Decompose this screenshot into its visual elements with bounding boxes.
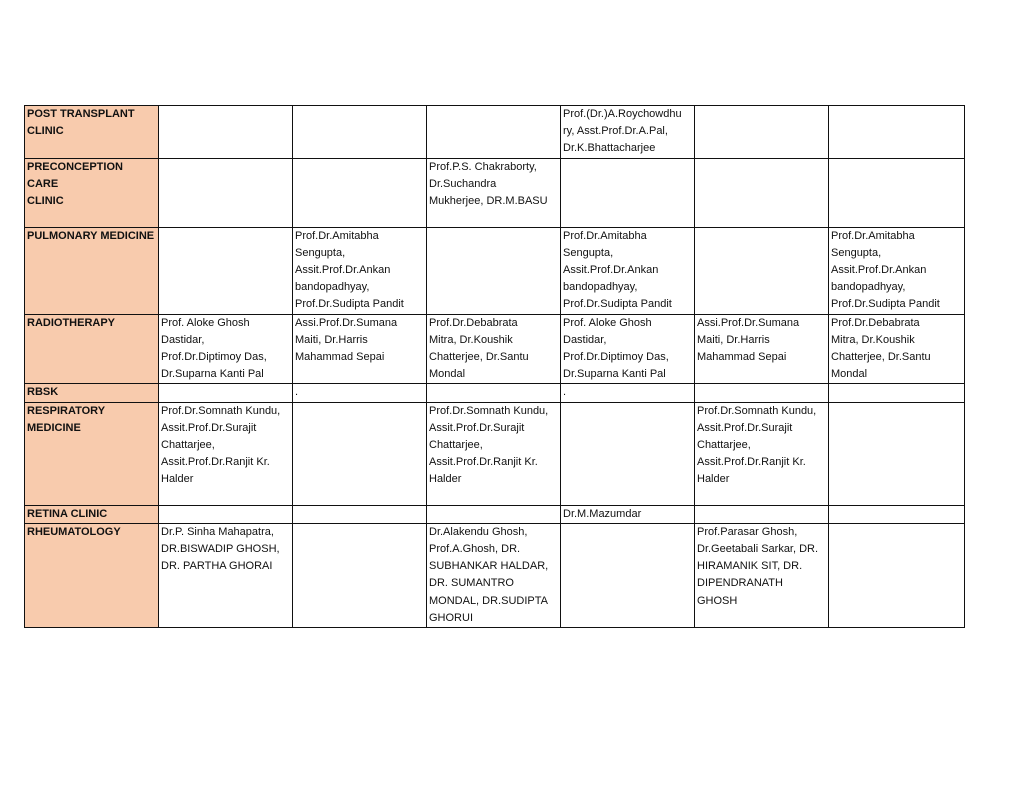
doctor-list: Prof.P.S. Chakraborty, Dr.Suchandra Mukherjee, DR.M.BASU (429, 160, 548, 208)
department-cell (25, 384, 159, 402)
schedule-cell (561, 158, 695, 227)
department-cell (25, 227, 159, 314)
schedule-cell (427, 402, 561, 505)
department-label: RETINA CLINIC (27, 507, 108, 520)
schedule-cell (293, 402, 427, 505)
schedule-cell (159, 505, 293, 523)
department-label: PRECONCEPTION CARE CLINIC (27, 160, 123, 208)
doctor-list: Prof.Dr.Amitabha Sengupta, Assit.Prof.Dr.Ankan bandopadhyay, Prof.Dr.Sudipta Pandit (563, 229, 672, 311)
department-label: POST TRANSPLANT CLINIC (27, 108, 135, 138)
doctor-list: . (295, 386, 299, 399)
table-row (25, 158, 965, 227)
schedule-cell (829, 384, 965, 402)
schedule-cell (695, 523, 829, 627)
schedule-cell (695, 402, 829, 505)
department-label: RESPIRATORY MEDICINE (27, 404, 106, 434)
schedule-cell (695, 106, 829, 159)
doctor-list: Prof.Dr.Amitabha Sengupta, Assit.Prof.Dr.Ankan bandopadhyay, Prof.Dr.Sudipta Pandit (295, 229, 404, 311)
schedule-cell (159, 106, 293, 159)
department-cell (25, 523, 159, 627)
table-row (25, 106, 965, 159)
schedule-cell (561, 227, 695, 314)
schedule-cell (293, 523, 427, 627)
schedule-cell (561, 505, 695, 523)
schedule-cell (159, 523, 293, 627)
doctor-list: Prof.Dr.Somnath Kundu, Assit.Prof.Dr.Surajit Chattarjee, Assit.Prof.Dr.Ranjit Kr. Halder (429, 404, 549, 486)
schedule-cell (829, 158, 965, 227)
schedule-cell (293, 227, 427, 314)
doctor-list: Prof.Dr.Debabrata Mitra, Dr.Koushik Chatterjee, Dr.Santu Mondal (831, 316, 931, 381)
clinic-roster-table (24, 105, 965, 628)
schedule-cell (427, 384, 561, 402)
table-row (25, 505, 965, 523)
doctor-list: Prof.Dr.Amitabha Sengupta, Assit.Prof.Dr.Ankan bandopadhyay, Prof.Dr.Sudipta Pandit (831, 229, 940, 311)
table-row (25, 402, 965, 505)
doctor-list: . (563, 386, 567, 399)
doctor-list: Dr.P. Sinha Mahapatra, DR.BISWADIP GHOSH, DR. PARTHA GHORAI (161, 525, 280, 573)
schedule-cell (829, 227, 965, 314)
schedule-cell (293, 314, 427, 384)
schedule-cell (427, 523, 561, 627)
schedule-cell (427, 227, 561, 314)
department-cell (25, 158, 159, 227)
schedule-cell (695, 158, 829, 227)
table-row (25, 523, 965, 627)
table-row (25, 384, 965, 402)
doctor-list: Assi.Prof.Dr.Sumana Maiti, Dr.Harris Mahammad Sepai (697, 316, 800, 364)
schedule-cell (829, 106, 965, 159)
department-label: RBSK (27, 386, 59, 399)
schedule-cell (829, 314, 965, 384)
doctor-list: Prof. Aloke Ghosh Dastidar, Prof.Dr.Diptimoy Das, Dr.Suparna Kanti Pal (161, 316, 267, 381)
schedule-cell (561, 402, 695, 505)
department-label: PULMONARY MEDICINE (27, 229, 155, 242)
schedule-cell (293, 505, 427, 523)
doctor-list: Prof.Parasar Ghosh, Dr.Geetabali Sarkar, DR. HIRAMANIK SIT, DR. DIPENDRANATH GHOSH (697, 525, 819, 607)
schedule-cell (695, 227, 829, 314)
schedule-cell (159, 227, 293, 314)
doctor-list: Prof.(Dr.)A.Roychowdhu ry, Asst.Prof.Dr.A.Pal, Dr.K.Bhattacharjee (563, 108, 682, 155)
schedule-cell (829, 505, 965, 523)
doctor-list: Assi.Prof.Dr.Sumana Maiti, Dr.Harris Mahammad Sepai (295, 316, 398, 364)
schedule-cell (427, 505, 561, 523)
doctor-list: Prof.Dr.Somnath Kundu, Assit.Prof.Dr.Surajit Chattarjee, Assit.Prof.Dr.Ranjit Kr. Halder (697, 404, 817, 486)
schedule-cell (159, 314, 293, 384)
department-label: RHEUMATOLOGY (27, 525, 121, 538)
doctor-list: Dr.M.Mazumdar (563, 507, 642, 520)
schedule-cell (561, 106, 695, 159)
schedule-cell (695, 505, 829, 523)
doctor-list: Dr.Alakendu Ghosh, Prof.A.Ghosh, DR. SUBHANKAR HALDAR, DR. SUMANTRO MONDAL, DR.SUDIPTA GHORUI (429, 525, 549, 624)
department-cell (25, 106, 159, 159)
department-cell (25, 402, 159, 505)
department-cell (25, 505, 159, 523)
schedule-cell (427, 314, 561, 384)
table-row (25, 227, 965, 314)
schedule-cell (561, 523, 695, 627)
schedule-cell (159, 158, 293, 227)
schedule-cell (427, 106, 561, 159)
schedule-cell (561, 384, 695, 402)
schedule-cell (293, 384, 427, 402)
schedule-cell (829, 402, 965, 505)
schedule-cell (293, 158, 427, 227)
schedule-cell (427, 158, 561, 227)
schedule-cell (159, 384, 293, 402)
schedule-cell (695, 384, 829, 402)
doctor-list: Prof. Aloke Ghosh Dastidar, Prof.Dr.Diptimoy Das, Dr.Suparna Kanti Pal (563, 316, 669, 381)
schedule-cell (159, 402, 293, 505)
schedule-cell (829, 523, 965, 627)
department-cell (25, 314, 159, 384)
schedule-cell (561, 314, 695, 384)
table-row (25, 314, 965, 384)
doctor-list: Prof.Dr.Somnath Kundu, Assit.Prof.Dr.Surajit Chattarjee, Assit.Prof.Dr.Ranjit Kr. Halder (161, 404, 281, 486)
schedule-cell (695, 314, 829, 384)
department-label: RADIOTHERAPY (27, 316, 116, 329)
schedule-cell (293, 106, 427, 159)
doctor-list: Prof.Dr.Debabrata Mitra, Dr.Koushik Chatterjee, Dr.Santu Mondal (429, 316, 529, 381)
